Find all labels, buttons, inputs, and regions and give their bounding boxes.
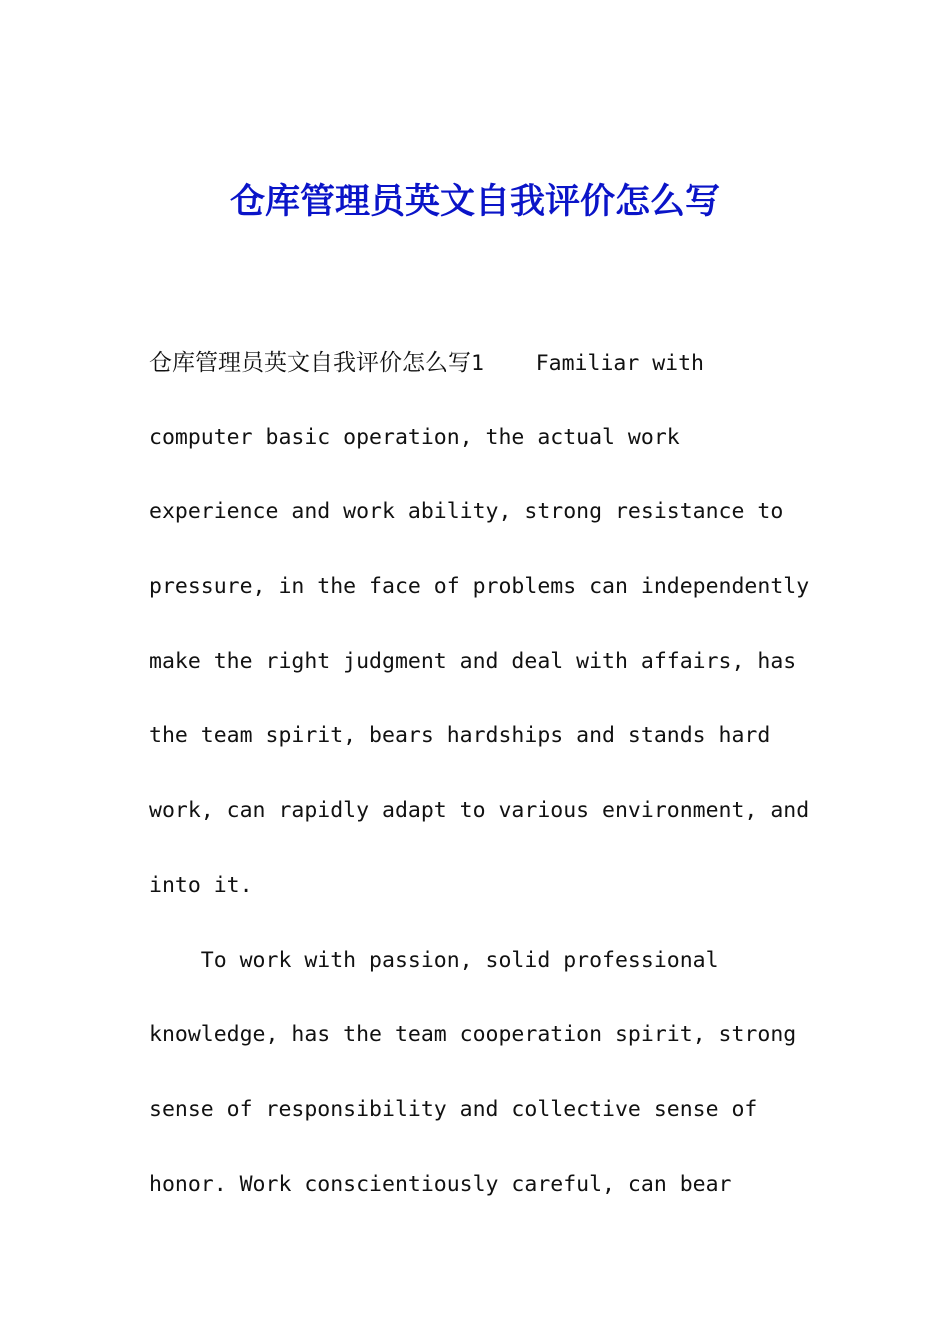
body-line: into it. bbox=[149, 872, 253, 898]
body-line: the team spirit, bears hardships and stands hard bbox=[149, 723, 771, 749]
body-line: knowledge, has the team cooperation spirit, strong bbox=[149, 1022, 797, 1048]
body-line: computer basic operation, the actual work bbox=[149, 424, 680, 450]
body-line: To work with passion, solid professional bbox=[149, 947, 719, 973]
body-line: sense of responsibility and collective sense of bbox=[149, 1096, 758, 1122]
document-title: 仓库管理员英文自我评价怎么写 bbox=[229, 181, 720, 222]
body-line bbox=[149, 326, 809, 401]
body-line: pressure, in the face of problems can independently bbox=[149, 574, 810, 600]
body-line: work, can rapidly adapt to various environment, and bbox=[149, 798, 810, 824]
line-text: Familiar with bbox=[483, 351, 705, 376]
document-body bbox=[149, 326, 809, 1222]
section-number: 1 bbox=[471, 351, 484, 376]
section-heading: 仓库管理员英文自我评价怎么写 bbox=[149, 350, 471, 376]
body-line: honor. Work conscientiously careful, can bear bbox=[149, 1171, 732, 1197]
body-line: experience and work ability, strong resistance to bbox=[149, 499, 784, 525]
body-line: make the right judgment and deal with affairs, has bbox=[149, 648, 797, 674]
